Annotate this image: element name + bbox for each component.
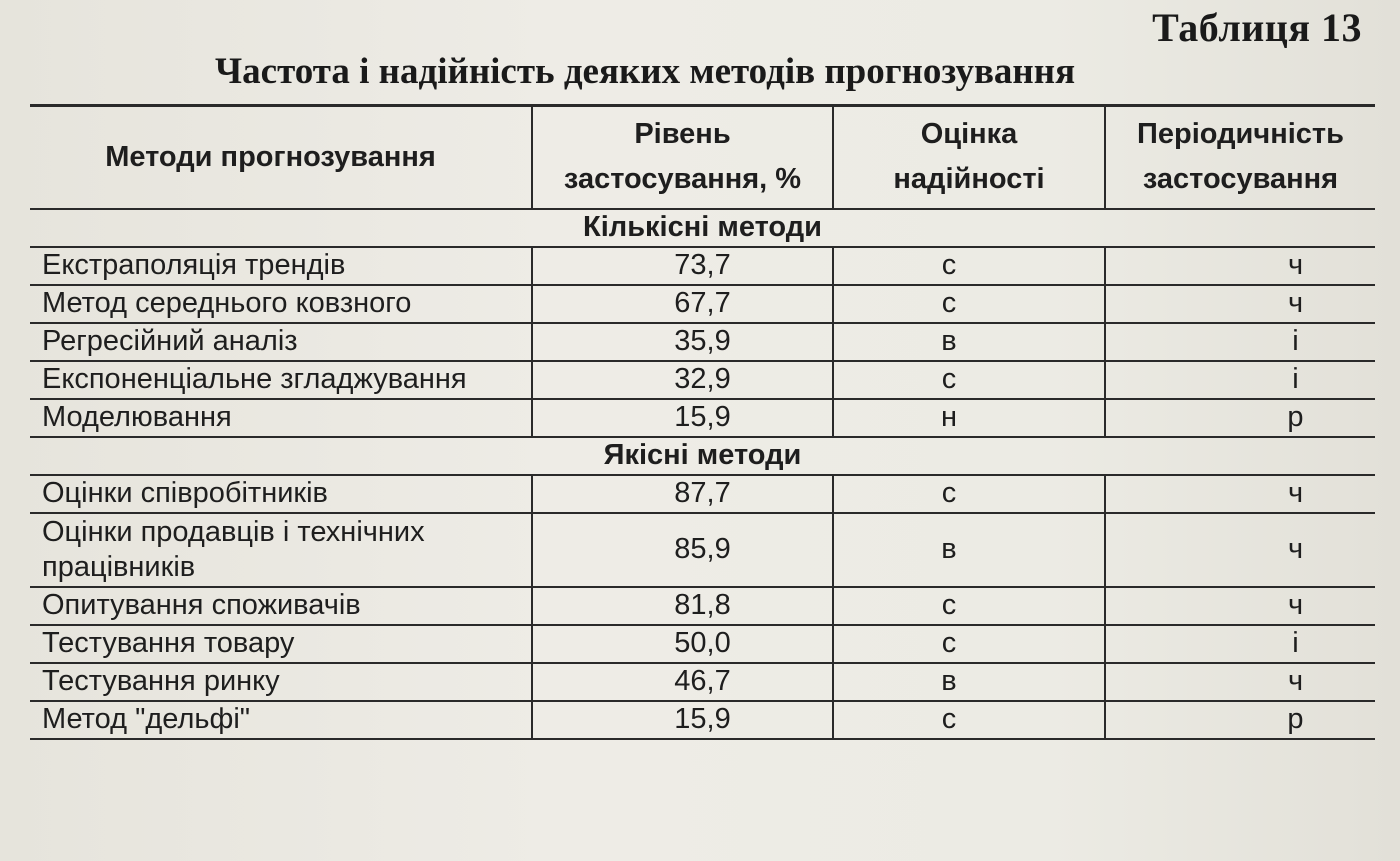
table-number: Таблиця 13 <box>1152 5 1362 50</box>
section-row-qualitative <box>30 437 1375 475</box>
table-row <box>30 247 1375 285</box>
reliability-grade: с <box>833 625 1105 663</box>
table-row <box>30 513 1375 587</box>
reliability-grade: с <box>833 247 1105 285</box>
header-level-line1: Рівень <box>634 118 731 151</box>
forecasting-methods-table <box>30 104 1375 740</box>
periodicity-code: р <box>1105 701 1375 739</box>
usage-level: 35,9 <box>532 323 833 361</box>
usage-level: 15,9 <box>532 399 833 437</box>
periodicity-code: ч <box>1105 285 1375 323</box>
section-title: Якісні методи <box>603 439 802 471</box>
periodicity-code: ч <box>1105 663 1375 701</box>
periodicity-code: ч <box>1105 475 1375 513</box>
reliability-grade: с <box>833 285 1105 323</box>
usage-level: 15,9 <box>532 701 833 739</box>
periodicity-code: р <box>1105 399 1375 437</box>
table-row <box>30 475 1375 513</box>
periodicity-code: ч <box>1105 513 1375 587</box>
method-name: Опитування споживачів <box>42 589 361 621</box>
method-name: Регресійний аналіз <box>42 325 298 357</box>
header-periodicity-line1: Періодичність <box>1137 118 1344 151</box>
usage-level: 87,7 <box>532 475 833 513</box>
reliability-grade: с <box>833 361 1105 399</box>
header-periodicity <box>1105 106 1375 209</box>
usage-level: 50,0 <box>532 625 833 663</box>
method-name: Оцінки співробітників <box>42 477 328 509</box>
reliability-grade: с <box>833 587 1105 625</box>
table-title: Частота і надійність деяких методів прогнозування <box>215 51 1076 92</box>
header-periodicity-line2: застосування <box>1142 163 1339 196</box>
table-row <box>30 323 1375 361</box>
periodicity-code: і <box>1105 323 1375 361</box>
reliability-grade: в <box>833 663 1105 701</box>
header-reliability-line2: надійності <box>893 163 1045 196</box>
table-row <box>30 625 1375 663</box>
header-reliability-line1: Оцінка <box>920 118 1018 151</box>
table-row <box>30 361 1375 399</box>
reliability-grade: с <box>833 475 1105 513</box>
section-row-quantitative <box>30 209 1375 247</box>
reliability-grade: н <box>833 399 1105 437</box>
header-methods-label: Методи прогнозування <box>105 140 436 173</box>
header-level-line2: застосування, % <box>563 163 802 196</box>
method-name: Метод середнього ковзного <box>42 287 412 319</box>
method-name: Оцінки продавців і технічних працівників <box>42 515 425 583</box>
usage-level: 85,9 <box>532 513 833 587</box>
table-row <box>30 663 1375 701</box>
header-methods <box>30 106 532 209</box>
header-level <box>532 106 833 209</box>
periodicity-code: і <box>1105 625 1375 663</box>
usage-level: 46,7 <box>532 663 833 701</box>
header-reliability <box>833 106 1105 209</box>
method-name: Тестування ринку <box>42 665 280 697</box>
reliability-grade: в <box>833 513 1105 587</box>
table-row <box>30 587 1375 625</box>
usage-level: 81,8 <box>532 587 833 625</box>
periodicity-code: ч <box>1105 587 1375 625</box>
table-row <box>30 399 1375 437</box>
reliability-grade: с <box>833 701 1105 739</box>
header-row <box>30 106 1375 209</box>
table-row <box>30 701 1375 739</box>
method-name: Екстраполяція трендів <box>42 249 346 281</box>
usage-level: 73,7 <box>532 247 833 285</box>
periodicity-code: ч <box>1105 247 1375 285</box>
method-name: Метод "дельфі" <box>42 703 251 735</box>
section-title: Кількісні методи <box>583 211 822 243</box>
periodicity-code: і <box>1105 361 1375 399</box>
reliability-grade: в <box>833 323 1105 361</box>
method-name: Моделювання <box>42 401 232 433</box>
usage-level: 32,9 <box>532 361 833 399</box>
method-name: Експоненціальне згладжування <box>42 363 467 395</box>
method-name: Тестування товару <box>42 627 295 659</box>
usage-level: 67,7 <box>532 285 833 323</box>
table-row <box>30 285 1375 323</box>
